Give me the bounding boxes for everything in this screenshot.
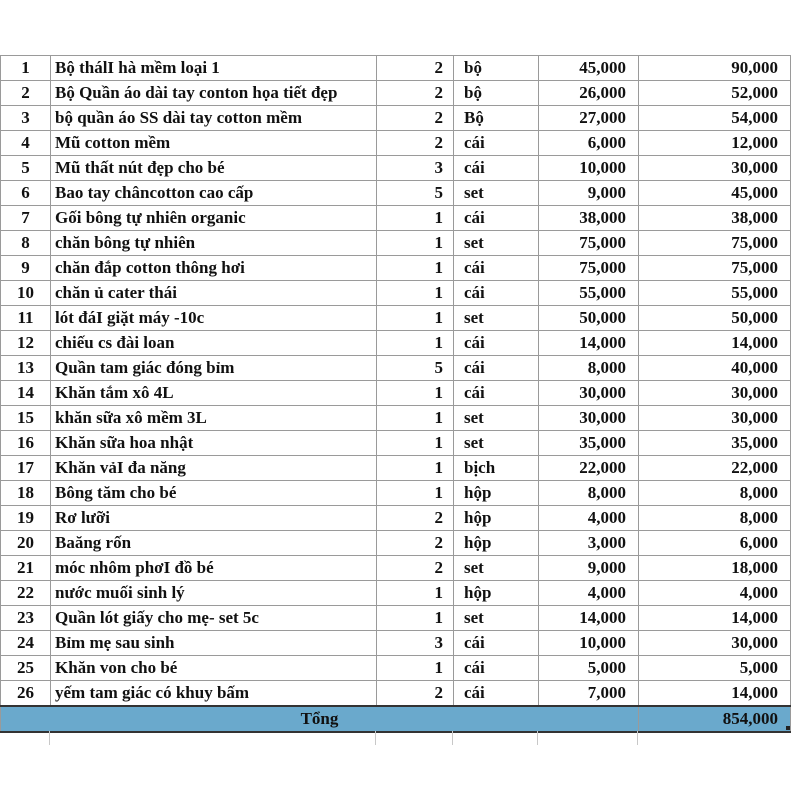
amount-cell[interactable]: 30,000	[639, 406, 791, 431]
unit-price-cell[interactable]: 38,000	[539, 206, 639, 231]
table-row	[1, 481, 791, 506]
row-number-cell[interactable]: 7	[1, 206, 51, 231]
unit-price-cell[interactable]: 22,000	[539, 456, 639, 481]
unit-price-cell[interactable]: 5,000	[539, 656, 639, 681]
unit-price-cell[interactable]: 55,000	[539, 281, 639, 306]
row-number-cell[interactable]: 15	[1, 406, 51, 431]
table-row	[1, 56, 791, 81]
row-number-cell[interactable]: 21	[1, 556, 51, 581]
amount-cell[interactable]: 75,000	[639, 256, 791, 281]
item-name-cell[interactable]: Bộ thálI hà mềm loại 1	[51, 56, 377, 81]
unit-cell[interactable]: set	[454, 181, 539, 206]
row-number-cell[interactable]: 20	[1, 531, 51, 556]
unit-price-cell[interactable]: 8,000	[539, 481, 639, 506]
unit-price-cell[interactable]: 50,000	[539, 306, 639, 331]
quantity-cell[interactable]: 1	[377, 331, 454, 356]
item-name-cell[interactable]: Mũ thất nút đẹp cho bé	[51, 156, 377, 181]
row-number-cell[interactable]: 3	[1, 106, 51, 131]
amount-cell[interactable]: 55,000	[639, 281, 791, 306]
quantity-cell[interactable]: 2	[377, 106, 454, 131]
table-row	[1, 281, 791, 306]
unit-price-cell[interactable]: 75,000	[539, 231, 639, 256]
item-name-cell[interactable]: Khăn tắm xô 4L	[51, 381, 377, 406]
amount-cell[interactable]: 38,000	[639, 206, 791, 231]
amount-cell[interactable]: 75,000	[639, 231, 791, 256]
unit-price-cell[interactable]: 30,000	[539, 406, 639, 431]
item-name-cell[interactable]: Gối bông tự nhiên organic	[51, 206, 377, 231]
amount-cell[interactable]: 54,000	[639, 106, 791, 131]
unit-price-cell[interactable]: 45,000	[539, 56, 639, 81]
unit-cell[interactable]: bộ	[454, 81, 539, 106]
quantity-cell[interactable]: 1	[377, 431, 454, 456]
quantity-cell[interactable]: 2	[377, 531, 454, 556]
item-name-cell[interactable]: yếm tam giác có khuy bấm	[51, 681, 377, 707]
quantity-cell[interactable]: 5	[377, 181, 454, 206]
amount-cell[interactable]: 30,000	[639, 381, 791, 406]
unit-cell[interactable]: cái	[454, 156, 539, 181]
unit-cell[interactable]: cái	[454, 331, 539, 356]
amount-cell[interactable]: 30,000	[639, 156, 791, 181]
row-number-cell[interactable]: 17	[1, 456, 51, 481]
table-row	[1, 81, 791, 106]
quantity-cell[interactable]: 1	[377, 381, 454, 406]
row-number-cell[interactable]: 4	[1, 131, 51, 156]
quantity-cell[interactable]: 2	[377, 56, 454, 81]
item-name-cell[interactable]: Khăn von cho bé	[51, 656, 377, 681]
amount-cell[interactable]: 40,000	[639, 356, 791, 381]
table-row	[1, 306, 791, 331]
amount-cell[interactable]: 14,000	[639, 331, 791, 356]
row-number-cell[interactable]: 11	[1, 306, 51, 331]
row-number-cell[interactable]: 19	[1, 506, 51, 531]
table-row	[1, 331, 791, 356]
amount-cell[interactable]: 45,000	[639, 181, 791, 206]
empty-grid-below	[0, 731, 790, 771]
unit-cell[interactable]: bộ	[454, 56, 539, 81]
unit-cell[interactable]: cái	[454, 681, 539, 707]
amount-cell[interactable]: 6,000	[639, 531, 791, 556]
unit-cell[interactable]: set	[454, 556, 539, 581]
unit-price-cell[interactable]: 4,000	[539, 581, 639, 606]
item-name-cell[interactable]: khăn sữa xô mềm 3L	[51, 406, 377, 431]
row-number-cell[interactable]: 13	[1, 356, 51, 381]
unit-price-cell[interactable]: 27,000	[539, 106, 639, 131]
item-name-cell[interactable]: Bộ Quần áo dài tay conton họa tiết đẹp	[51, 81, 377, 106]
quantity-cell[interactable]: 1	[377, 481, 454, 506]
table-body	[1, 56, 791, 707]
shopping-list-table	[0, 55, 791, 733]
table-row	[1, 581, 791, 606]
table-row	[1, 206, 791, 231]
unit-cell[interactable]: set	[454, 231, 539, 256]
quantity-cell[interactable]: 1	[377, 306, 454, 331]
table-row	[1, 181, 791, 206]
item-name-cell[interactable]: Rơ lưỡi	[51, 506, 377, 531]
row-number-cell[interactable]: 10	[1, 281, 51, 306]
table-row	[1, 456, 791, 481]
row-number-cell[interactable]: 9	[1, 256, 51, 281]
table-row	[1, 681, 791, 707]
quantity-cell[interactable]: 3	[377, 631, 454, 656]
total-row	[1, 706, 791, 732]
item-name-cell[interactable]: Bông tăm cho bé	[51, 481, 377, 506]
unit-cell[interactable]: Bộ	[454, 106, 539, 131]
quantity-cell[interactable]: 1	[377, 456, 454, 481]
amount-cell[interactable]: 12,000	[639, 131, 791, 156]
unit-price-cell[interactable]: 3,000	[539, 531, 639, 556]
unit-cell[interactable]: cái	[454, 281, 539, 306]
table-row	[1, 631, 791, 656]
unit-price-cell[interactable]: 9,000	[539, 556, 639, 581]
row-number-cell[interactable]: 26	[1, 681, 51, 707]
amount-cell[interactable]: 4,000	[639, 581, 791, 606]
item-name-cell[interactable]: Khăn sữa hoa nhật	[51, 431, 377, 456]
amount-cell[interactable]: 8,000	[639, 481, 791, 506]
item-name-cell[interactable]: chiếu cs đài loan	[51, 331, 377, 356]
item-name-cell[interactable]: móc nhôm phơI đồ bé	[51, 556, 377, 581]
table-row	[1, 381, 791, 406]
unit-price-cell[interactable]: 8,000	[539, 356, 639, 381]
unit-price-cell[interactable]: 14,000	[539, 331, 639, 356]
table-row	[1, 406, 791, 431]
table-row	[1, 531, 791, 556]
row-number-cell[interactable]: 12	[1, 331, 51, 356]
unit-price-cell[interactable]: 6,000	[539, 131, 639, 156]
table-row	[1, 431, 791, 456]
quantity-cell[interactable]: 1	[377, 406, 454, 431]
unit-price-cell[interactable]: 75,000	[539, 256, 639, 281]
unit-price-cell[interactable]: 4,000	[539, 506, 639, 531]
fill-handle[interactable]	[786, 726, 790, 730]
unit-cell[interactable]: cái	[454, 356, 539, 381]
table-row	[1, 606, 791, 631]
quantity-cell[interactable]: 2	[377, 131, 454, 156]
unit-cell[interactable]: hộp	[454, 506, 539, 531]
unit-cell[interactable]: cái	[454, 131, 539, 156]
amount-cell[interactable]: 90,000	[639, 56, 791, 81]
item-name-cell[interactable]: lót đáI giặt máy -10c	[51, 306, 377, 331]
item-name-cell[interactable]: Bỉm mẹ sau sinh	[51, 631, 377, 656]
unit-cell[interactable]: set	[454, 606, 539, 631]
table-row	[1, 506, 791, 531]
unit-price-cell[interactable]: 35,000	[539, 431, 639, 456]
unit-price-cell[interactable]: 26,000	[539, 81, 639, 106]
total-label[interactable]: Tổng	[1, 706, 639, 732]
quantity-cell[interactable]: 1	[377, 606, 454, 631]
unit-price-cell[interactable]: 10,000	[539, 156, 639, 181]
table-row	[1, 256, 791, 281]
row-number-cell[interactable]: 6	[1, 181, 51, 206]
unit-cell[interactable]: cái	[454, 256, 539, 281]
item-name-cell[interactable]: Baăng rốn	[51, 531, 377, 556]
unit-price-cell[interactable]: 9,000	[539, 181, 639, 206]
item-name-cell[interactable]: chăn đắp cotton thông hơi	[51, 256, 377, 281]
spreadsheet	[0, 55, 795, 733]
unit-cell[interactable]: cái	[454, 656, 539, 681]
item-name-cell[interactable]: Mũ cotton mềm	[51, 131, 377, 156]
amount-cell[interactable]: 5,000	[639, 656, 791, 681]
amount-cell[interactable]: 14,000	[639, 606, 791, 631]
quantity-cell[interactable]: 2	[377, 556, 454, 581]
quantity-cell[interactable]: 2	[377, 681, 454, 707]
row-number-cell[interactable]: 24	[1, 631, 51, 656]
row-number-cell[interactable]: 8	[1, 231, 51, 256]
amount-cell[interactable]: 30,000	[639, 631, 791, 656]
unit-cell[interactable]: set	[454, 431, 539, 456]
unit-cell[interactable]: cái	[454, 631, 539, 656]
amount-cell[interactable]: 18,000	[639, 556, 791, 581]
quantity-cell[interactable]: 1	[377, 281, 454, 306]
item-name-cell[interactable]: Quần lót giấy cho mẹ- set 5c	[51, 606, 377, 631]
item-name-cell[interactable]: chăn ủ cater thái	[51, 281, 377, 306]
quantity-cell[interactable]: 1	[377, 231, 454, 256]
amount-cell[interactable]: 14,000	[639, 681, 791, 707]
quantity-cell[interactable]: 3	[377, 156, 454, 181]
row-number-cell[interactable]: 23	[1, 606, 51, 631]
item-name-cell[interactable]: Khăn vảI đa năng	[51, 456, 377, 481]
item-name-cell[interactable]: nước muối sinh lý	[51, 581, 377, 606]
quantity-cell[interactable]: 1	[377, 256, 454, 281]
quantity-cell[interactable]: 2	[377, 81, 454, 106]
row-number-cell[interactable]: 16	[1, 431, 51, 456]
unit-cell[interactable]: hộp	[454, 581, 539, 606]
table-row	[1, 556, 791, 581]
table-row	[1, 106, 791, 131]
item-name-cell[interactable]: Bao tay châncotton cao cấp	[51, 181, 377, 206]
item-name-cell[interactable]: chăn bông tự nhiên	[51, 231, 377, 256]
unit-cell[interactable]: set	[454, 406, 539, 431]
item-name-cell[interactable]: bộ quần áo SS dài tay cotton mềm	[51, 106, 377, 131]
quantity-cell[interactable]: 5	[377, 356, 454, 381]
amount-cell[interactable]: 50,000	[639, 306, 791, 331]
row-number-cell[interactable]: 2	[1, 81, 51, 106]
total-amount[interactable]: 854,000	[639, 706, 791, 732]
table-row	[1, 356, 791, 381]
table-row	[1, 231, 791, 256]
amount-cell[interactable]: 22,000	[639, 456, 791, 481]
quantity-cell[interactable]: 1	[377, 656, 454, 681]
quantity-cell[interactable]: 2	[377, 506, 454, 531]
row-number-cell[interactable]: 14	[1, 381, 51, 406]
quantity-cell[interactable]: 1	[377, 206, 454, 231]
table-row	[1, 156, 791, 181]
unit-cell[interactable]: cái	[454, 206, 539, 231]
row-number-cell[interactable]: 22	[1, 581, 51, 606]
row-number-cell[interactable]: 25	[1, 656, 51, 681]
row-number-cell[interactable]: 1	[1, 56, 51, 81]
amount-cell[interactable]: 52,000	[639, 81, 791, 106]
unit-cell[interactable]: hộp	[454, 531, 539, 556]
unit-price-cell[interactable]: 30,000	[539, 381, 639, 406]
unit-cell[interactable]: hộp	[454, 481, 539, 506]
unit-cell[interactable]: set	[454, 306, 539, 331]
unit-price-cell[interactable]: 10,000	[539, 631, 639, 656]
unit-cell[interactable]: bịch	[454, 456, 539, 481]
table-row	[1, 656, 791, 681]
unit-price-cell[interactable]: 14,000	[539, 606, 639, 631]
table-row	[1, 131, 791, 156]
row-number-cell[interactable]: 18	[1, 481, 51, 506]
quantity-cell[interactable]: 1	[377, 581, 454, 606]
unit-cell[interactable]: cái	[454, 381, 539, 406]
unit-price-cell[interactable]: 7,000	[539, 681, 639, 707]
row-number-cell[interactable]: 5	[1, 156, 51, 181]
amount-cell[interactable]: 8,000	[639, 506, 791, 531]
amount-cell[interactable]: 35,000	[639, 431, 791, 456]
item-name-cell[interactable]: Quần tam giác đóng bỉm	[51, 356, 377, 381]
